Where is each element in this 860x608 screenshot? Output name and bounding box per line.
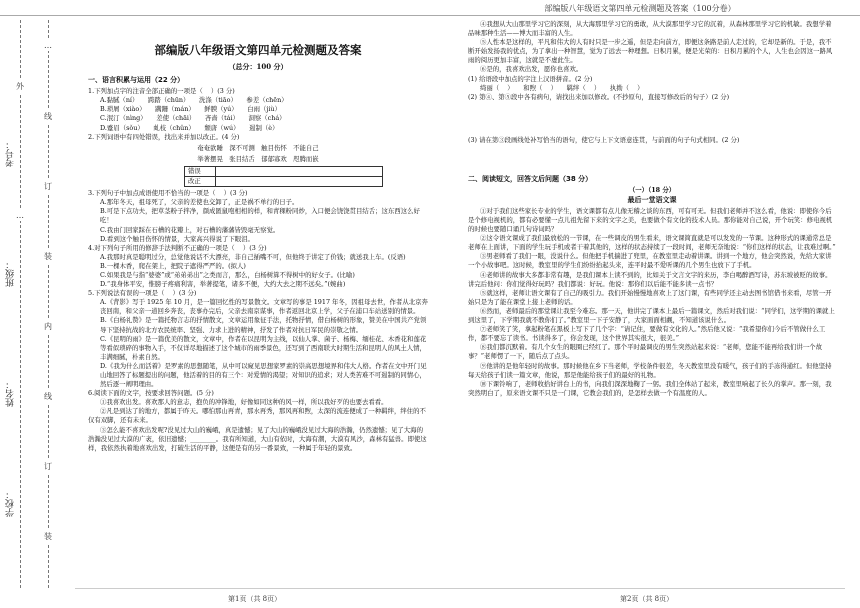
story-paragraph: ⑩下课铃响了，老师收拾好讲台上的书，向我们深深地鞠了一躬。我们全体站了起来，教室里响起了长久的掌声。那一刻，我突然明白了，原来语文课不只是一门课，它教会我们的，是怎样去做一个有温度的人。 [468, 379, 832, 397]
sub-question: (1) 给语段中加点的字注上汉语拼音。(2 分) [468, 74, 593, 83]
passage-paragraph: ①我喜欢出发。喜欢那人的意志，抱负的冲锋地，好像如同这种的风一样，所以我好歹的也要去看看。 [100, 398, 388, 407]
option: A.《背影》写于 1925 年 10 月，是一篇回忆性的写景散文。文章写的事是 1917 年冬，因祖母去世，作者从北京奔丧回南，和父亲一道回乡奔丧，丧事办完后，父亲去南京谋事，作者返回北京上学，父子在浦口车站送别的情景。 [100, 298, 428, 316]
option: A.黏膩（ní） 跨踏（chūn） 洗涤（tiāo） 参差（chēn） [100, 96, 288, 105]
passage-paragraph: ②凡是到达了的地方，都属于昨天。哪怕那山再青，那水再秀，那风再和煦，太深的流连便成了一种羁绊，绊住的不仅有双脚，还有未来。 [88, 407, 426, 425]
story-paragraph: ④老师讲的故事大多都非常有趣，是我们课本上读不到的，比如关于文言文字的来历，李白喝醉酒写诗，苏东坡被贬的故事。讲完后他问：你们觉得好玩吗？我们都说：好玩。他说：那你们以后能不能多读一点书？ [468, 270, 832, 288]
answer-cell[interactable] [216, 166, 383, 176]
seal-mark: 订 [44, 182, 52, 191]
option: D.《我为什么而活着》是罗素的思想随笔，从中可以窥见思想家罗素的崇高思想境界和伟大人格。作者在文中开门见山地回答了标题提出的问题，他活着的目的有三个：对爱情的渴望；对知识的追求；对人类苦难不可遏制的同情心，然后逐一阐明理由。 [100, 361, 427, 389]
answer-cell[interactable] [216, 177, 383, 187]
story-paragraph: ②这令语文课成了我们最放松的一节课，在一些调皮的男生看来，语文课简直就是可以发发的一节课。这种形式的课通常总是老师在上面讲，下面的学生玩手机或者干着其他的，这样的状态持续了一段时间，老师无奈地说：“你们这样的状态，让我难过啊。” [468, 234, 836, 252]
table-row-label: 错误 [185, 166, 216, 176]
seal-mark: 装 [44, 532, 52, 541]
exam-title: 部编版八年级语文第四单元检测题及答案 [154, 43, 362, 57]
question-stem: 6.阅读下面的文字，按要求回答问题。(5 分) [88, 389, 214, 398]
option: B.可是下点功夫，把草茎粉子拌净，颜成匿鼠咆相相的样，和青稞粉同炒，入口便会饶饶贯目结舌；这东西这么好吃！ [100, 207, 420, 225]
school-label: 学校： [6, 490, 16, 517]
binding-dash-inner [48, 20, 49, 588]
reading-part-heading: （一）（18 分） [628, 185, 676, 194]
page2-column [468, 20, 836, 586]
word-group: 奄奄欲睡 深不可测 触目伤怀 不能自己 [197, 143, 319, 152]
story-paragraph: ①对于我们这些家长专业的学生，语文课都有点儿像无稽之谈的东西，可有可无。但我们老师并不这么看，他说：即使你今后是个修电视机的，都有必要懂一点儿祖先留下来的文字之美，也要做个有文化的技术人员。那你能对自己说，开个玩笑：修电视机的时候也要随口诵几句诗词吗？ [468, 206, 833, 234]
seal-mark: … [44, 41, 52, 50]
section-heading: 一、语言积累与运用（22 分） [88, 76, 185, 85]
running-header: 部编版八年级语文第四单元检测题及答案（100分卷） [544, 4, 736, 13]
passage-paragraph: ④我想从大山那里学习它的深刻，从大海那里学习它的勇敢，从大漠那里学习它的沉着，从森林那里学习它的机敏。我想学着品味那种生活——博大而丰富的人生。 [468, 20, 832, 38]
question-stem: 2.下列词语中有四处错误，找出来并加以改正。(4 分) [88, 132, 240, 141]
binding-dash-outer [20, 20, 21, 588]
seal-mark: 装 [44, 252, 52, 261]
header-rule [0, 15, 860, 16]
option: D.蹙眉（sǒu） 虬枝（chǔn） 颓唐（wú） 遏制（è） [100, 123, 279, 132]
correction-table [184, 166, 383, 187]
seal-mark: 线 [44, 392, 52, 401]
option: A.那年冬天，祖母死了，父亲的差使也交卸了，正是祸不单行的日子。 [100, 198, 299, 207]
passage-paragraph: ⑤人性本是这样的，平凡和伟大的人有时只是一步之遥，但是走向前方，即便这条路是前人走过的，它却是新的。于是，我不断开始发扬我的优点，为了拿出一种智慧，觉为了远去一种理想。日积月累，便是光荣的：日积月累的个人，人生也会因这一路风雨的阅历更加丰富，这就是不虚此生。 [468, 38, 833, 65]
sub-question: (3) 请在第③段画线处补写恰当的语句，使它与上下文语意连贯，与前面的句子句式相同。(2 分) [468, 135, 740, 144]
footer-rule [75, 588, 845, 589]
option: C.如果我是与指“婆婆”或“弟弟弟出”之类而言，那么，白杨树算不得树中的好女子。(比喻) [100, 270, 355, 279]
question-stem: 4.对下列句子所用的修辞手法判断不正确的一项是（ ）(3 分) [88, 243, 267, 252]
story-title: 最后一堂语文课 [627, 194, 677, 204]
question-stem: 5.下列说法有误的一项是（ ）(3 分) [88, 289, 197, 298]
sub-question: (2) 第④、第⑤段中各有病句，请找出来加以修改。(不抄原句，直接写修改后的句子）(2 分) [468, 92, 730, 101]
total-score: （总分：100 分） [228, 62, 288, 72]
answer-space[interactable] [468, 102, 836, 136]
option: D.“我身体平安，惟膀子疼痛利害，举著提笔，诸多不便，大约大去之期不远矣。”(婉曲) [100, 280, 346, 289]
word-group: 举著摆晃 张目结舌 郁郁寡欢 咫腾而嵌 [197, 154, 319, 163]
passage-paragraph: ③怎么能不喜欢出发呢?没见过大山的巍峨，真是遗憾；见了大山的巍峨没见过大海的浩瀚，仍然遗憾；见了大海的浩瀚没见过大漠的广袤，依旧遗憾；________。我有所知道，大山有依时，大海有潮，大漠有风沙，森林有猛兽。即使这样，我依然执着地喜欢出发，打破生活的平静，这便是有的另一番景致，一种属于年轻的景致。 [88, 425, 427, 452]
story-paragraph: ③男老师看了我们一眼，没说什么。但他把手机揣进了兜里，在教室里走动着讲课。讲到一个地方，他会突然说，先给大家讲一个小故事吧。这时候，教室里的学生们纷纷抬起头来，连平时最不爱听课的几个男生也放下了手机。 [468, 252, 832, 270]
seal-mark: 线 [44, 112, 52, 121]
passage-paragraph: ⑥是的，我喜欢出发，愿你也喜欢。 [480, 65, 583, 74]
seal-mark: … [16, 211, 24, 220]
page-number: 第1页（共 8页） [228, 595, 282, 603]
name-label: 姓名： [6, 380, 16, 407]
exam-number-label: 考号： [6, 140, 16, 167]
option: A.我那时真是聪明过分，总觉他说话不大漂亮，非自己插嘴不可，但他终于讲定了价钱；就送我上车。(反语) [100, 252, 406, 261]
seal-mark: 外 [16, 82, 24, 91]
option: C.泯汀（nìng） 差使（chāi） 吝啬（tái） 洞察（chá） [100, 114, 286, 123]
story-paragraph: ⑤就这样，老师让语文课有了自己的吸引力。我们开始慢慢地喜欢上了这门课，有些同学还主动去图书馆借书来看，尽管一开始只是为了能在课堂上接上老师的话。 [468, 288, 832, 306]
pinyin-blanks: 绮丽（ ） 和煦（ ） 羁绊（ ） 执拗（ ） [480, 83, 644, 92]
question-stem: 3.下列句子中加点成语使用不恰当的一项是（ ）(3 分) [88, 189, 248, 198]
class-label: 班级： [6, 260, 16, 287]
answer-space[interactable] [468, 145, 836, 171]
story-paragraph: ⑨他讲的是他年轻时的故事。那时候他在乡下当老师，学校条件很差，冬天教室里没有暖气，孩子们的手冻得通红。但他坚持每天给孩子们读一篇文章，他说，那是他能给孩子们的最好的礼物。 [468, 361, 832, 379]
table-row-label: 改正 [185, 177, 216, 187]
option: B.琐屑（xiào） 蹒跚（mán） 鲜腴（yú） 白雨（jiù） [100, 105, 281, 114]
page-number: 第2页（共 8页） [620, 595, 674, 603]
section-heading: 二、阅读短文，回答文后问题（38 分） [468, 174, 593, 183]
question-stem: 1.下列加点字的注音全部正确的一项是（ ）(3 分) [88, 87, 235, 96]
option: B.《白杨礼赞》是一篇托物言志的抒情散文，文章运用象征手法，托物抒情，借白杨树的形象，赞美在中国共产党领导下坚持抗战的北方农民统率、坚强、力求上进的精神，抒发了作者对抗日军民的崇敬之情。 [100, 316, 427, 334]
page1-column [88, 20, 428, 586]
option: D.看到这个触目伤怀的情景，大家高兴得说了下眼泪。 [100, 234, 254, 243]
option: B.一棵木香，爬在架上，把院子遮得严严的。(拟人) [100, 261, 246, 270]
seal-mark: 内 [44, 322, 52, 331]
story-paragraph: ⑥然而，老师最后的那堂课让我至今难忘。那一天，他讲完了课本上最后一篇课文，然后对我们说：“同学们，这学期的课就上到这里了，下学期我就不教你们了。”教室里一下子安静了，大家面面相觑，不知道该说什么。 [468, 306, 835, 325]
story-paragraph: ⑧我们都沉默着。有几个女生的眼圈已经红了。那个平时最调皮的男生突然站起来说：“老师，您能不能再给我们讲一个故事？”老师愣了一下，随后点了点头。 [468, 343, 822, 361]
option: C.《昆明的雨》是一篇优美的散文，文章中，作者在以昆明为主线，以仙人掌、菌子、杨梅、缅桂花、木香花和莲花等看似琐碎的事物入手，不仅详尽地描述了这个城市的雨季景色，还写到了西南联大时期生活和昆明人的风土人情，丰满细腻，朴素自然。 [100, 334, 427, 361]
story-paragraph: ⑦老师笑了笑，拿起粉笔在黑板上写下了几个字：“请记住，要做有文化的人。”然后他又说：“我希望你们今后不管做什么工作，都不要忘了读书。书读得多了，你会发现，这个世界其实很大，很美。” [468, 325, 826, 343]
option: C.我由门回家踩在石槽的花瓣上，对石槽的藩藩皆毁毫无察觉。 [100, 225, 280, 234]
binding-margin [0, 20, 70, 588]
seal-mark: 订 [44, 462, 52, 471]
